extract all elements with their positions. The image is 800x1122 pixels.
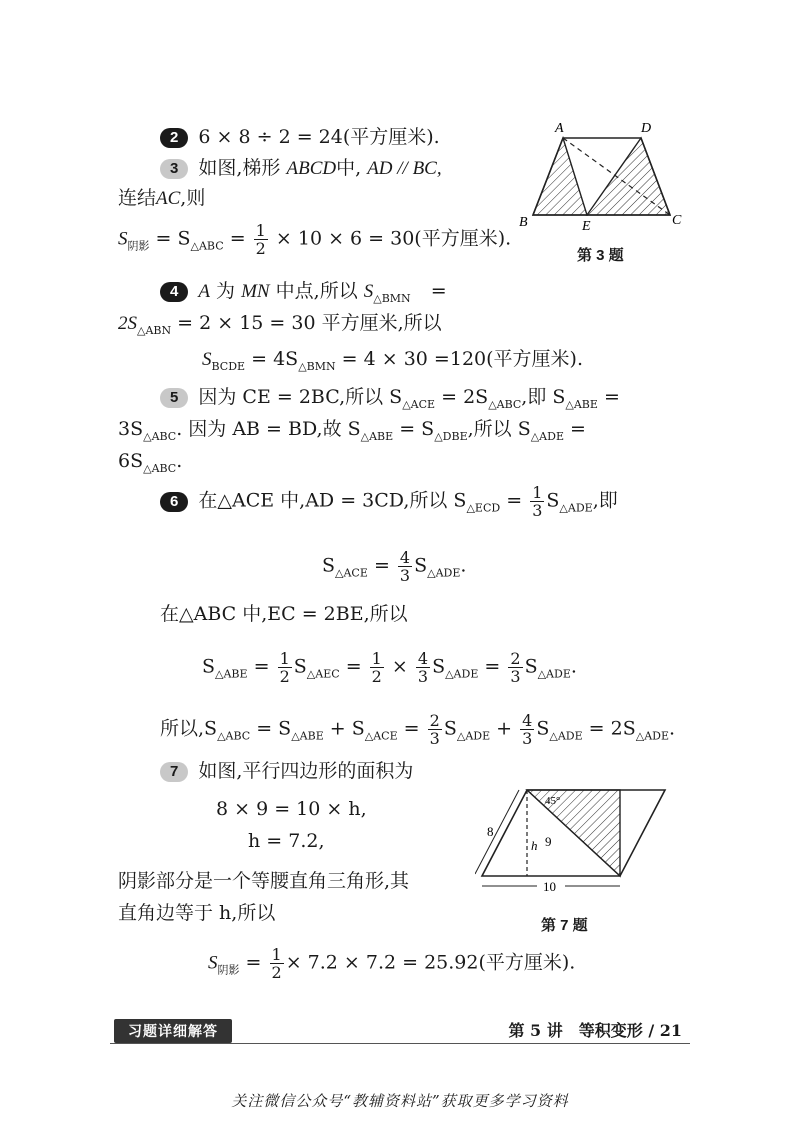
text: 如图,平行四边形的面积为 [198, 760, 414, 782]
problem-7-line-3: 阴影部分是一个等腰直角三角形,其 [118, 870, 410, 892]
section-badge: 习题详细解答 [114, 1019, 232, 1043]
math: + [496, 717, 513, 740]
math: = [345, 655, 362, 678]
denominator: 2 [279, 667, 290, 686]
denominator: 3 [399, 566, 411, 585]
subscript: △ACE [335, 566, 368, 580]
subscript: △BMN [298, 360, 336, 373]
shaded-triangle-right [587, 138, 670, 215]
fraction [416, 650, 430, 685]
text: 如图,梯形 [198, 157, 281, 179]
math: S [414, 554, 428, 577]
math: = [245, 951, 262, 974]
problem-6-line-4 [202, 650, 577, 688]
subscript: △BMN [373, 292, 411, 305]
numerator: 4 [417, 649, 429, 668]
subscript: △ABC [488, 398, 522, 411]
math: × [391, 655, 408, 678]
text: 中点,所以 [275, 280, 358, 302]
base-label: 10 [543, 879, 556, 894]
diagonal-label: 9 [545, 834, 552, 849]
fraction [278, 650, 292, 685]
math: × 10 × 6 = 30(平方厘米). [275, 227, 512, 250]
problem-number-badge: 6 [160, 492, 188, 512]
problem-5-line-1 [160, 384, 620, 418]
math: = [603, 386, 620, 408]
numerator: 1 [532, 483, 543, 502]
text: 在△ACE 中,AD = 3CD,所以 S [198, 489, 467, 512]
text: . [176, 450, 183, 472]
problem-number-badge: 3 [160, 159, 188, 179]
math: = [229, 227, 246, 250]
subscript: △ABE [565, 398, 598, 411]
math: S [546, 489, 560, 512]
numerator: 4 [522, 711, 533, 730]
math: S [293, 655, 307, 678]
denominator: 2 [271, 963, 282, 982]
subscript: △ABE [291, 729, 324, 743]
math: = S [399, 418, 435, 440]
subscript: △ABE [215, 667, 248, 681]
math: = S [155, 227, 191, 250]
math: S [118, 228, 128, 250]
denominator: 3 [429, 729, 440, 748]
side-label: 8 [487, 824, 494, 839]
vertex-b: B [519, 215, 528, 230]
problem-number-badge: 4 [160, 282, 188, 302]
math: = 2S [588, 717, 636, 740]
math: 6S [118, 450, 144, 472]
chapter-page: 第 5 讲 等积变形 / 21 [508, 1021, 682, 1040]
subscript: △ADE [559, 501, 593, 515]
math: S [322, 554, 336, 577]
text: . [669, 717, 676, 740]
subscript: △ABC [143, 462, 177, 475]
problem-2 [160, 124, 440, 150]
numerator: 1 [255, 221, 266, 240]
numerator: 1 [279, 649, 290, 668]
fraction [370, 650, 384, 685]
subscript: △ABC [217, 729, 251, 743]
numerator: 4 [399, 548, 411, 567]
footer-divider [110, 1043, 690, 1044]
fraction [398, 549, 412, 584]
text: = 2 × 15 = 30 平方厘米,所以 [177, 312, 442, 334]
math: = 4 × 30 =120(平方厘米). [341, 348, 583, 370]
math: S [363, 281, 374, 302]
subscript: △ADE [427, 566, 461, 580]
figure-3-trapezoid [515, 118, 690, 233]
math: S [208, 952, 218, 974]
subscript: △ACE [402, 398, 436, 411]
denominator: 3 [417, 667, 429, 686]
fraction [520, 712, 534, 747]
text: 所以,S [160, 717, 218, 740]
vertex-e: E [582, 219, 591, 233]
watermark: 关注微信公众号“教辅资料站”获取更多学习资料 [231, 1092, 569, 1110]
subscript: △DBE [434, 430, 468, 443]
figure-7-caption: 第 7 题 [541, 917, 588, 934]
problem-4-line-2 [118, 310, 442, 344]
math: = [253, 655, 270, 678]
problem-7-formula [208, 946, 575, 984]
height-label: h [531, 838, 538, 853]
math: S [432, 655, 446, 678]
fraction [254, 222, 268, 257]
numerator: 1 [271, 945, 282, 964]
numerator: 1 [371, 649, 382, 668]
subscript: △ADE [635, 729, 670, 743]
problem-3-line-2 [118, 185, 205, 212]
math: S [524, 655, 538, 678]
subscript: △AEC [306, 667, 340, 681]
math: = 4S [251, 348, 299, 370]
problem-number-badge: 2 [160, 128, 188, 148]
denominator: 3 [510, 667, 521, 686]
problem-4-line-1 [160, 278, 447, 312]
math: = [403, 717, 420, 740]
math: = [430, 280, 447, 302]
subscript: △ADE [530, 430, 564, 443]
math: AD // BC, [367, 158, 442, 179]
side-arrow-8 [475, 790, 519, 874]
problem-6-line-5 [160, 712, 675, 750]
fraction [270, 946, 284, 981]
vertex-d: D [641, 121, 652, 136]
problem-number-badge: 7 [160, 762, 188, 782]
problem-5-line-2 [118, 416, 586, 450]
figure-3-caption: 第 3 题 [577, 247, 624, 264]
angle-label: 45° [545, 795, 561, 807]
math: 3S [118, 418, 144, 440]
math: + S [329, 717, 365, 740]
math: MN [241, 281, 270, 302]
numerator: 2 [510, 649, 521, 668]
math: = S [256, 717, 292, 740]
denominator: 2 [255, 239, 266, 258]
text: 因为 CE = 2BC,所以 S [198, 386, 403, 408]
text: . [460, 554, 467, 577]
denominator: 3 [532, 501, 543, 520]
problem-3-formula [118, 222, 511, 260]
problem-6-line-3: 在△ABC 中,EC = 2BE,所以 [160, 603, 408, 625]
fraction [508, 650, 522, 685]
problem-4-line-3 [202, 346, 583, 380]
problem-7-eq-2: h = 7.2, [248, 830, 325, 852]
fraction [530, 484, 544, 519]
problem-2-text: 6 × 8 ÷ 2 = 24(平方厘米). [198, 126, 440, 148]
subscript: 阴影 [127, 239, 150, 253]
text: . 因为 AB = BD,故 S [176, 418, 361, 440]
text: 连结 [118, 187, 157, 209]
subscript: △ABC [190, 239, 224, 253]
math: = [570, 418, 586, 440]
subscript: △ECD [466, 501, 501, 515]
subscript: △ABN [137, 324, 172, 337]
text: ,即 S [521, 386, 566, 408]
subscript: △ADE [456, 729, 491, 743]
problem-5-line-3 [118, 448, 182, 482]
math: ABCD [286, 158, 337, 179]
vertex-c: C [672, 213, 682, 228]
denominator: 3 [522, 729, 533, 748]
math: = [506, 489, 523, 512]
problem-number-badge: 5 [160, 388, 188, 408]
subscript: 阴影 [217, 963, 240, 977]
subscript: △ABE [360, 430, 394, 443]
math: × 7.2 × 7.2 = 25.92(平方厘米). [285, 951, 576, 974]
subscript: △ADE [537, 667, 571, 681]
text: ,即 [592, 489, 618, 512]
figure-7-parallelogram [475, 780, 675, 900]
subscript: BCDE [211, 360, 246, 373]
math: = 2S [441, 386, 489, 408]
text: . [570, 655, 577, 678]
problem-6-line-2 [322, 549, 466, 587]
math: S [536, 717, 550, 740]
problem-3-line-1 [160, 155, 442, 182]
text: ,所以 S [467, 418, 531, 440]
numerator: 2 [429, 711, 440, 730]
vertex-a: A [555, 121, 564, 136]
text: 为 [216, 280, 236, 302]
math: 2S [118, 313, 137, 334]
math: S [202, 349, 212, 370]
denominator: 2 [371, 667, 382, 686]
math: AC [156, 188, 181, 209]
math: S [202, 655, 216, 678]
text: 中, [336, 157, 362, 179]
math: = [373, 554, 390, 577]
fraction [428, 712, 442, 747]
math: = [484, 655, 501, 678]
subscript: △ABC [143, 430, 177, 443]
math: S [443, 717, 457, 740]
problem-7-line-4: 直角边等于 h,所以 [118, 902, 276, 924]
problem-7-eq-1: 8 × 9 = 10 × h, [216, 798, 367, 820]
text: ,则 [180, 187, 206, 209]
math: A [198, 281, 210, 302]
subscript: △ADE [445, 667, 479, 681]
problem-7-line-1 [160, 758, 413, 784]
subscript: △ADE [549, 729, 583, 743]
subscript: △ACE [364, 729, 398, 743]
problem-6-line-1 [160, 484, 618, 522]
